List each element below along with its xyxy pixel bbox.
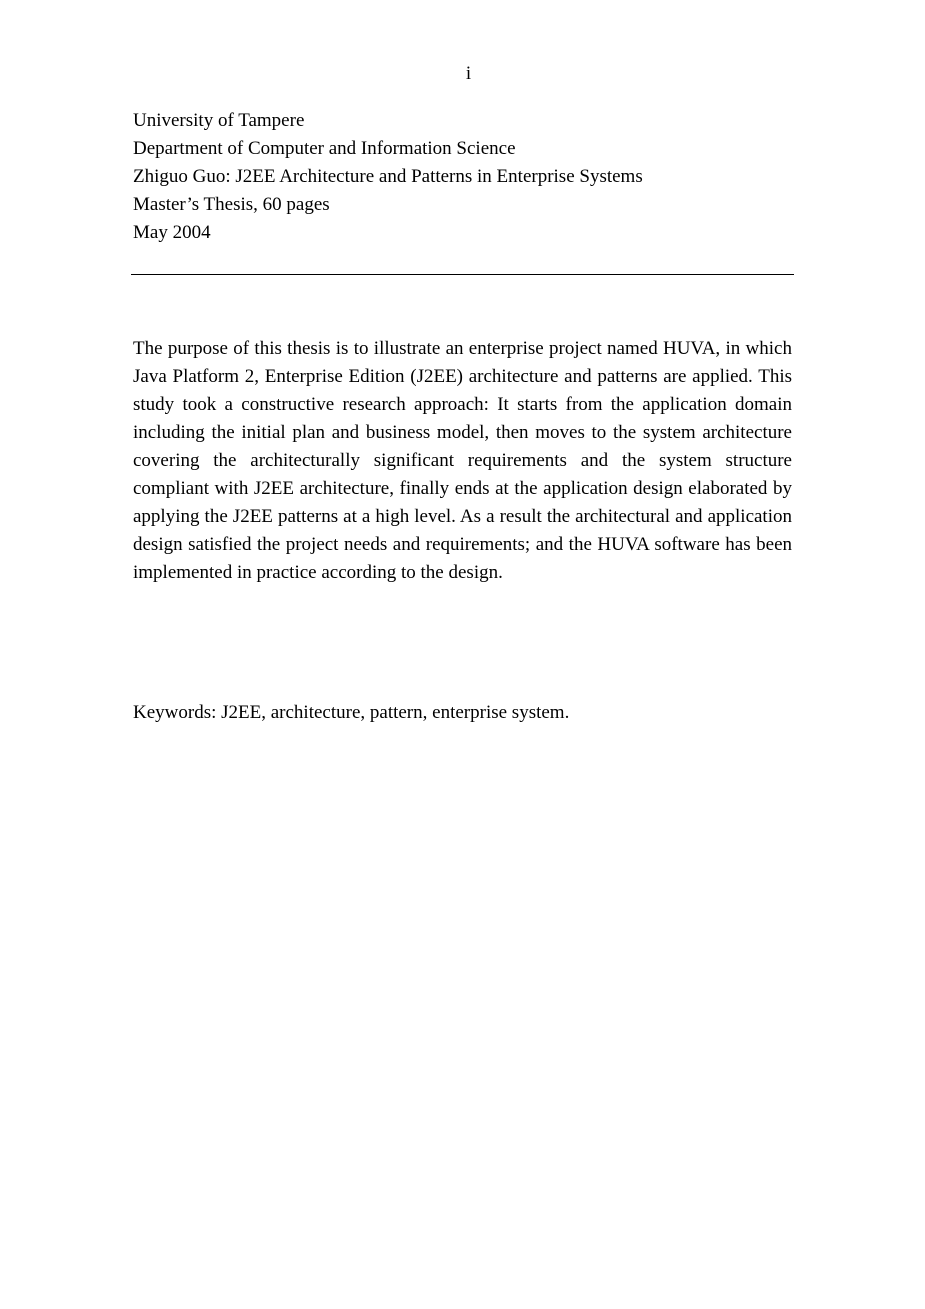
keywords-line: Keywords: J2EE, architecture, pattern, enterprise system. xyxy=(133,702,570,723)
page-number: i xyxy=(465,63,472,84)
header-divider xyxy=(131,274,794,275)
document-header xyxy=(133,107,793,247)
author-and-title: Zhiguo Guo: J2EE Architecture and Patterns in Enterprise Systems xyxy=(133,166,643,187)
abstract-paragraph: The purpose of this thesis is to illustrate an enterprise project named HUVA, in which Java Platform 2, Enterprise Edition (J2EE) architecture and patterns are applied. This study took a constructive research approach: It starts from the application domain including the initial plan and business model, then moves to the system architecture covering the architecturally significant requirements and the system structure compliant with J2EE architecture, finally ends at the application design elaborated by applying the J2EE patterns at a high level. As a result the architectural and application design satisfied the project needs and requirements; and the HUVA software has been implemented in practice according to the design. xyxy=(133,338,792,583)
thesis-date: May 2004 xyxy=(133,222,211,243)
department-name: Department of Computer and Information Science xyxy=(133,138,516,159)
thesis-info: Master’s Thesis, 60 pages xyxy=(133,194,330,215)
university-name: University of Tampere xyxy=(133,110,305,131)
